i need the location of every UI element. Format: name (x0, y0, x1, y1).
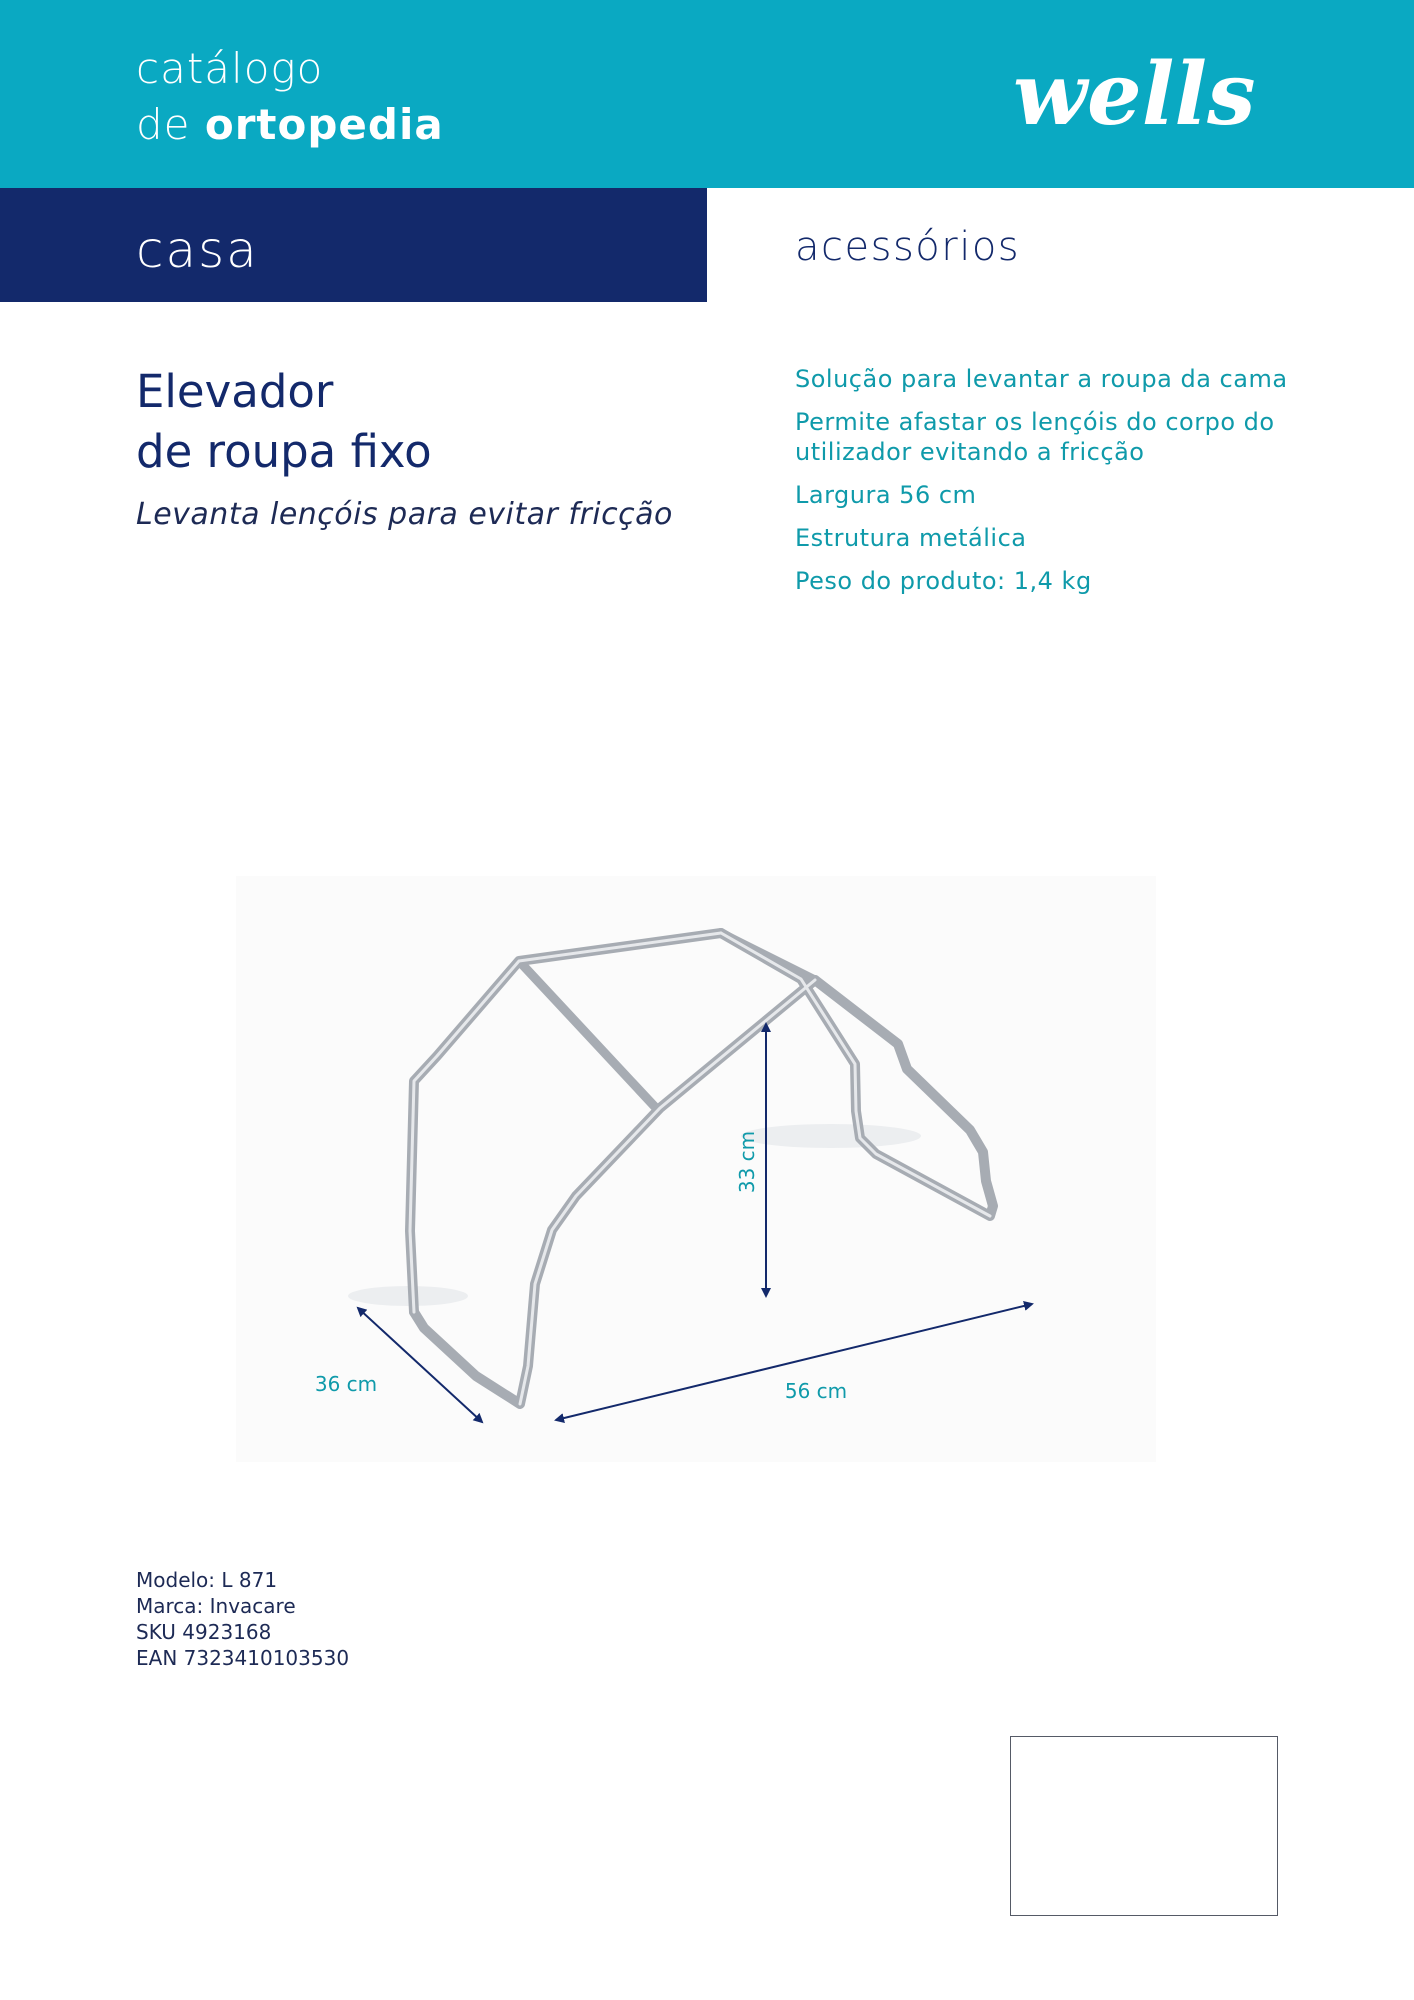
sku-text: SKU 4923168 (136, 1620, 272, 1644)
feature-item: Largura 56 cm (795, 481, 977, 509)
product-title-line2: de roupa fixo (136, 425, 432, 478)
product-info (136, 1567, 349, 1671)
catalog-title-line1: catálogo (136, 44, 324, 93)
height-label: 33 cm (735, 1130, 759, 1194)
feature-item: Estrutura metálica (795, 524, 1027, 552)
catalog-title-bold: ortopedia (204, 100, 444, 149)
header-bar (0, 0, 1414, 188)
brand-text: Marca: Invacare (136, 1594, 296, 1618)
feature-item: Solução para levantar a roupa da cama (795, 365, 1288, 393)
product-title-line1: Elevador (136, 365, 334, 418)
model-text: Modelo: L 871 (136, 1568, 278, 1592)
subcategory-label: acessórios (795, 224, 1021, 270)
feature-item: Permite afastar os lençóis do corpo do utilizador evitando a fricção (795, 408, 1275, 466)
category-label: casa (136, 221, 259, 279)
ean-text: EAN 7323410103530 (136, 1646, 350, 1670)
feature-list (795, 364, 1315, 609)
depth-label: 36 cm (314, 1372, 378, 1396)
product-image (236, 876, 1156, 1462)
category-band (0, 188, 707, 302)
label-box (1010, 1736, 1278, 1916)
catalog-title-prefix: de (136, 100, 205, 149)
width-label: 56 cm (784, 1379, 848, 1403)
product-subtitle: Levanta lençóis para evitar fricção (136, 497, 673, 532)
catalog-title-line2 (136, 100, 444, 149)
feature-item: Peso do produto: 1,4 kg (795, 567, 1092, 595)
wells-logo-text: wells (1013, 44, 1256, 145)
wells-logo (1005, 40, 1285, 150)
product-title (136, 362, 696, 482)
